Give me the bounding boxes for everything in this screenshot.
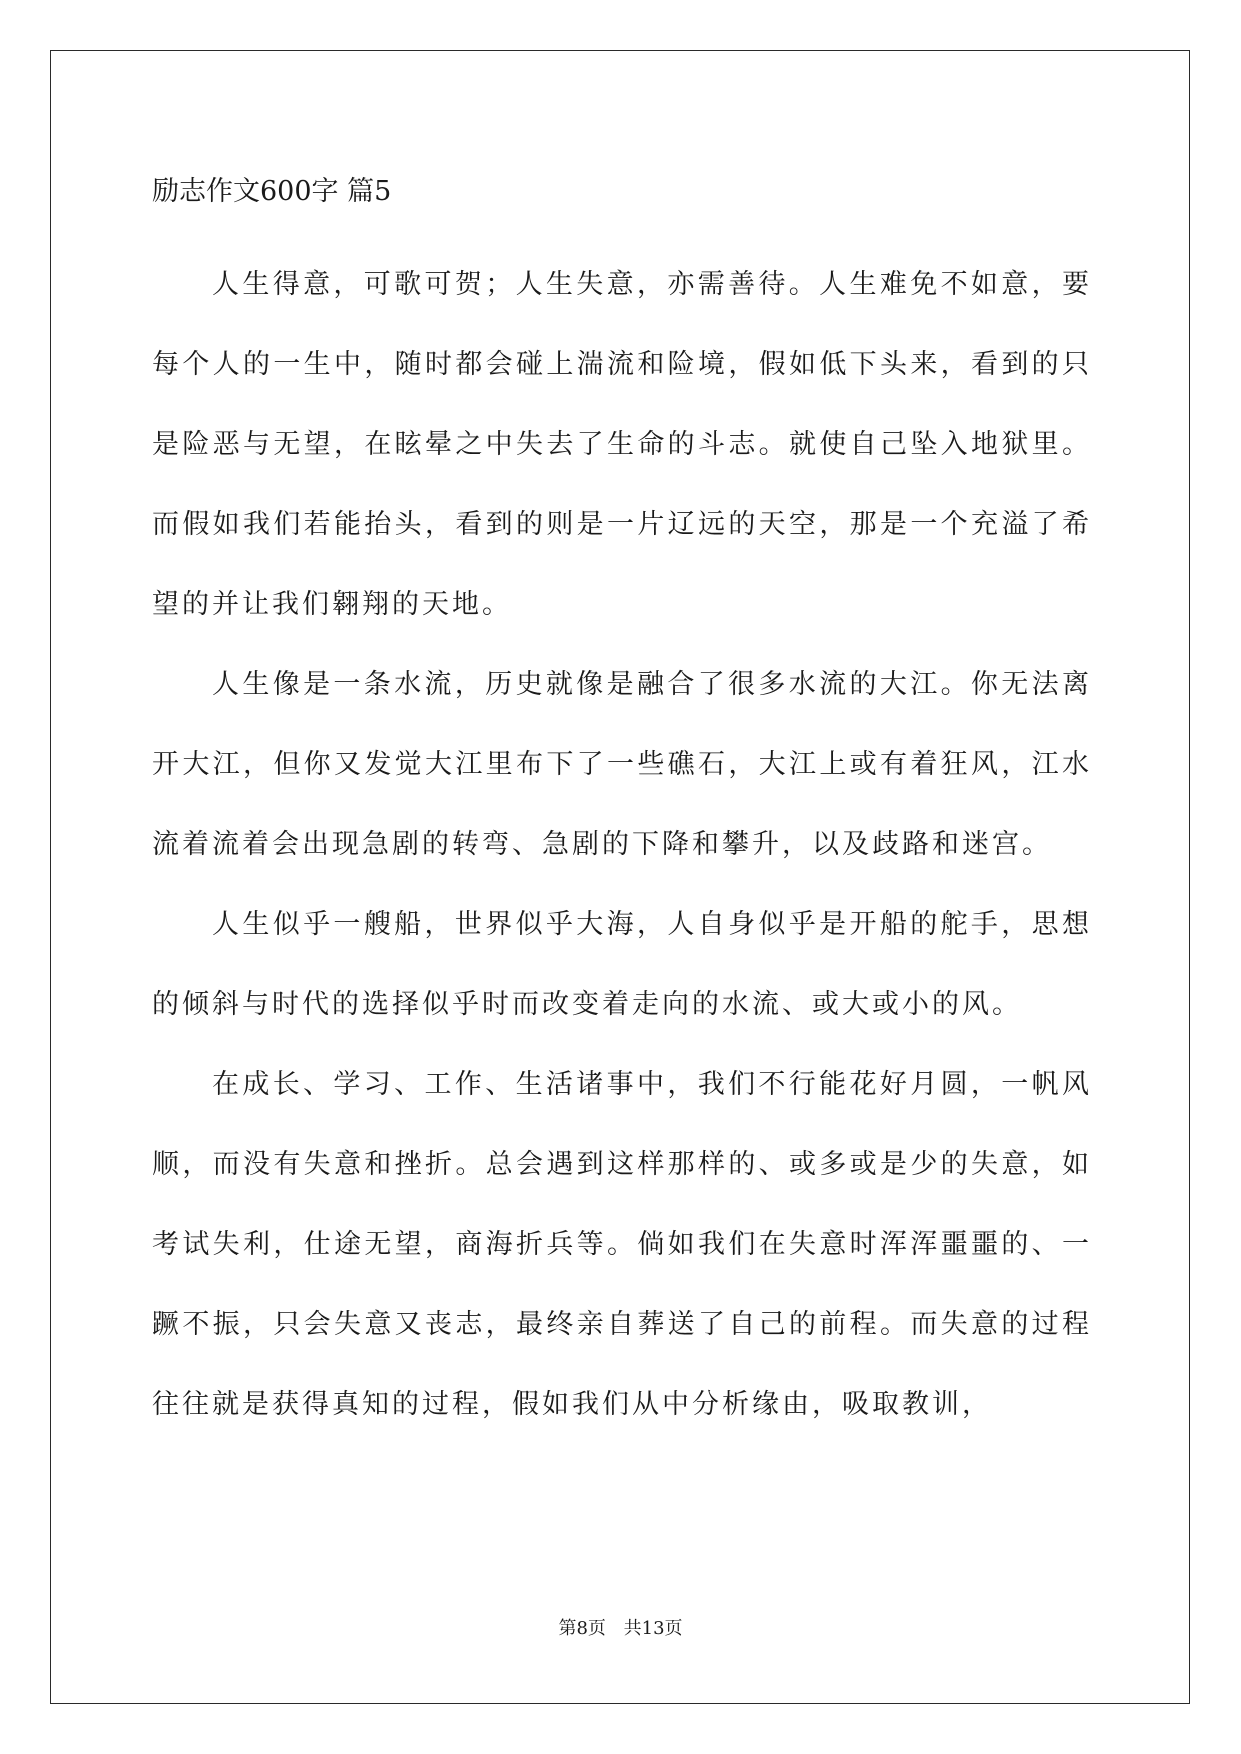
paragraph-4: 在成长、学习、工作、生活诸事中，我们不行能花好月圆，一帆风顺，而没有失意和挫折。总会遇到这样那样的、或多或是少的失意，如考试失利，仕途无望，商海折兵等。倘如我们在失意时浑浑噩噩的、一蹶不振，只会失意又丧志，最终亲自葬送了自己的前程。而失意的过程往往就是获得真知的过程，假如我们从中分析缘由，吸取教训， — [152, 1069, 1092, 1420]
paragraph-1: 人生得意，可歌可贺；人生失意，亦需善待。人生难免不如意，要每个人的一生中，随时都会碰上湍流和险境，假如低下头来，看到的只是险恶与无望，在眩晕之中失去了生命的斗志。就使自己坠入地狱里。而假如我们若能抬头，看到的则是一片辽远的天空，那是一个充溢了希望的并让我们翱翔的天地。 — [152, 269, 1092, 620]
page-footer — [0, 1614, 1241, 1640]
paragraph-2: 人生像是一条水流，历史就像是融合了很多水流的大江。你无法离开大江，但你又发觉大江里布下了一些礁石，大江上或有着狂风，江水流着流着会出现急剧的转弯、急剧的下降和攀升，以及歧路和迷宫。 — [152, 669, 1092, 860]
paragraph-3: 人生似乎一艘船，世界似乎大海，人自身似乎是开船的舵手，思想的倾斜与时代的选择似乎时而改变着走向的水流、或大或小的风。 — [152, 909, 1092, 1020]
page-number: 第8页 — [558, 1618, 606, 1639]
document-body — [152, 170, 1092, 1445]
document-heading: 励志作文600字 篇5 — [152, 176, 392, 207]
page-total: 共13页 — [623, 1618, 683, 1639]
